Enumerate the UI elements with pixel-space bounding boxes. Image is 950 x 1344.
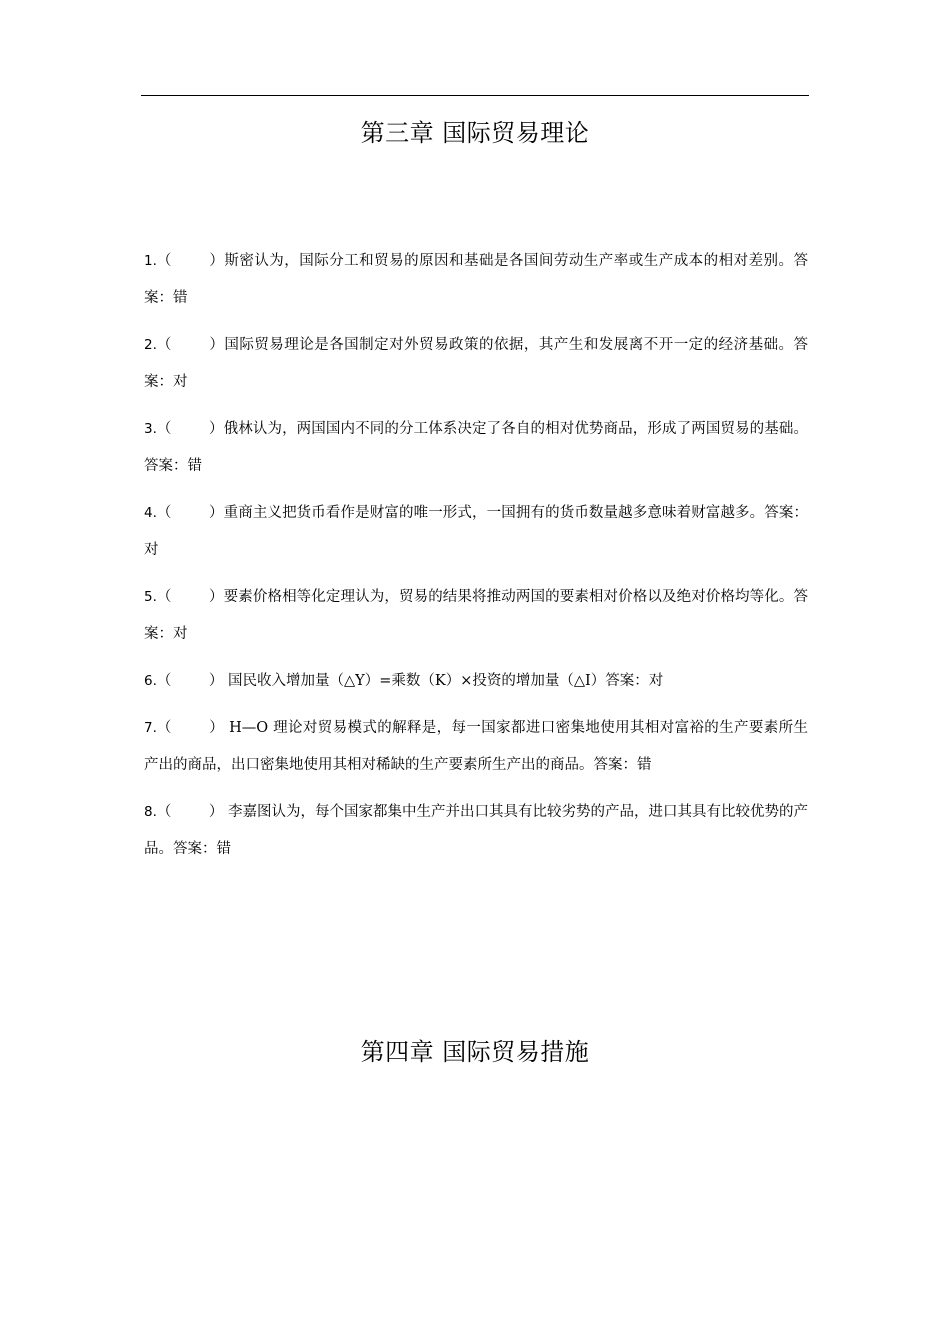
answer-blank-close: ） (208, 421, 224, 437)
question-text: 斯密认为，国际分工和贸易的原因和基础是各国间劳动生产率或生产成本的相对差别。答案：错 (144, 253, 809, 306)
question-number: 3. (144, 421, 157, 437)
question-item (144, 495, 808, 569)
answer-blank-close: ） (208, 804, 224, 820)
question-number: 2. (144, 337, 157, 353)
answer-blank-open: （ (156, 720, 172, 736)
chapter-title: 第三章 国际贸易理论 (360, 119, 590, 147)
question-text: H—O 理论对贸易模式的解释是，每一国家都进口密集地使用其相对富裕的生产要素所生产出的商品，出口密集地使用其相对稀缺的生产要素所生产出的商品。答案：错 (144, 720, 809, 773)
answer-blank-close: ） (208, 337, 225, 353)
answer-blank-open: （ (156, 253, 172, 269)
answer-blank-open: （ (156, 421, 172, 437)
question-number: 5. (144, 589, 157, 605)
question-text: 国民收入增加量（△Y）=乘数（K）×投资的增加量（△I）答案：对 (223, 673, 664, 689)
chapter-title: 第四章 国际贸易措施 (360, 1038, 590, 1066)
answer-blank-close: ） (208, 720, 225, 736)
question-item (144, 411, 808, 485)
question-text: 李嘉图认为，每个国家都集中生产并出口其具有比较劣势的产品，进口其具有比较优势的产品。答案：错 (144, 804, 808, 857)
question-number: 8. (144, 804, 157, 820)
question-text: 重商主义把货币看作是财富的唯一形式，一国拥有的货币数量越多意味着财富越多。答案：对 (144, 505, 809, 558)
question-item (144, 579, 808, 653)
question-item (144, 327, 808, 401)
answer-blank-close: ） (208, 589, 224, 605)
question-item (144, 663, 808, 700)
answer-blank-close: ） (208, 505, 224, 521)
question-list (144, 243, 808, 878)
question-item (144, 710, 808, 784)
question-number: 4. (144, 505, 157, 521)
question-number: 6. (144, 673, 157, 689)
header-rule (141, 95, 809, 96)
answer-blank-open: （ (156, 804, 172, 820)
question-number: 7. (144, 720, 157, 736)
answer-blank-close: ） (208, 253, 225, 269)
question-text: 俄林认为，两国国内不同的分工体系决定了各自的相对优势商品，形成了两国贸易的基础。答案：错 (144, 421, 809, 474)
question-text: 国际贸易理论是各国制定对外贸易政策的依据，其产生和发展离不开一定的经济基础。答案：对 (144, 337, 809, 390)
question-item (144, 243, 808, 317)
question-item (144, 794, 808, 868)
answer-blank-open: （ (156, 673, 172, 689)
question-text: 要素价格相等化定理认为，贸易的结果将推动两国的要素相对价格以及绝对价格均等化。答案：对 (144, 589, 809, 642)
question-number: 1. (144, 253, 157, 269)
answer-blank-open: （ (156, 337, 172, 353)
answer-blank-open: （ (156, 505, 172, 521)
answer-blank-open: （ (156, 589, 172, 605)
answer-blank-close: ） (208, 673, 224, 689)
